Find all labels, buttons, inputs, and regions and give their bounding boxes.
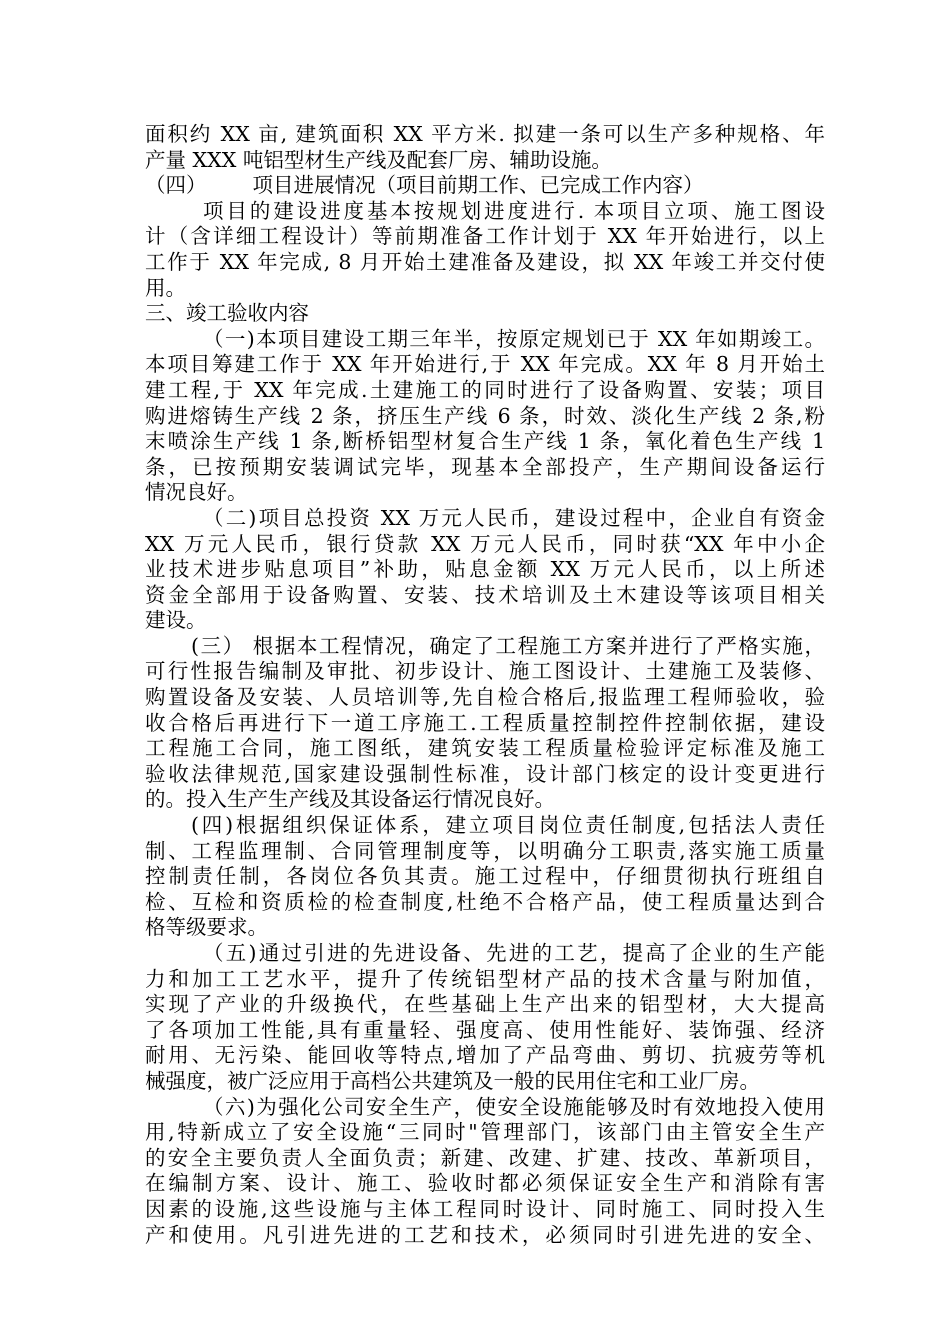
text-line: （五)通过引进的先进设备、先进的工艺，提高了企业的生产能 bbox=[203, 941, 825, 965]
text-line: 因素的设施,这些设施与主体工程同时设计、同时施工、同时投入生 bbox=[145, 1196, 825, 1221]
text-line: 建工程,于 XX 年完成.土建施工的同时进行了设备购置、安装；项目 bbox=[145, 377, 825, 402]
text-line: 资金全部用于设备购置、安装、技术培训及土木建设等该项目相关 bbox=[145, 582, 825, 607]
text-line: 检、互检和资质检的检查制度,杜绝不合格产品，使工程质量达到合 bbox=[145, 889, 825, 914]
text-line: 业技术进步贴息项目”补助，贴息金额 XX 万元人民币，以上所述 bbox=[145, 557, 825, 582]
text-line: 力和加工工艺水平，提升了传统铝型材产品的技术含量与附加值， bbox=[145, 966, 825, 991]
text-line: 用。 bbox=[145, 275, 186, 300]
text-line: 了各项加工性能,具有重量轻、强度高、使用性能好、装饰强、经济 bbox=[145, 1017, 825, 1042]
text-line: 在编制方案、设计、施工、验收时都必须保证安全生产和消除有害 bbox=[145, 1171, 825, 1196]
text-line: 计（含详细工程设计）等前期准备工作计划于 XX 年开始进行，以上 bbox=[145, 224, 825, 249]
text-line: 末喷涂生产线 1 条,断桥铝型材复合生产线 1 条，氧化着色生产线 1 bbox=[145, 429, 825, 454]
text-line: 的。投入生产生产线及其设备运行情况良好。 bbox=[145, 787, 555, 812]
text-line: 制、工程监理制、合同管理制度等，以明确分工职责,落实施工质量 bbox=[145, 838, 825, 863]
text-line: 可行性报告编制及审批、初步设计、施工图设计、土建施工及装修、 bbox=[145, 659, 825, 684]
text-line: 工程施工合同，施工图纸，建筑安装工程质量检验评定标准及施工 bbox=[145, 736, 825, 761]
text-line: （六)为强化公司安全生产，使安全设施能够及时有效地投入使用 bbox=[203, 1094, 825, 1119]
text-line: 条，已按预期安装调试完毕，现基本全部投产，生产期间设备运行 bbox=[145, 454, 825, 479]
text-line: 用,特新成立了安全设施“三同时"管理部门，该部门由主管安全生产 bbox=[145, 1120, 825, 1145]
section-three-heading bbox=[145, 301, 825, 327]
section-four-paragraph bbox=[145, 199, 825, 301]
section-four-heading bbox=[145, 173, 825, 199]
text-line: 产和使用。凡引进先进的工艺和技术，必须同时引进先进的安全、 bbox=[145, 1222, 825, 1247]
paragraph-1 bbox=[145, 327, 825, 506]
paragraph-2 bbox=[145, 506, 825, 634]
text-line: XX 万元人民币，银行贷款 XX 万元人民币，同时获“XX 年中小企 bbox=[145, 531, 825, 556]
text-line: 实现了产业的升级换代，在些基础上生产出来的铝型材，大大提高 bbox=[145, 992, 825, 1017]
text-line: 耐用、无污染、能回收等特点,增加了产品弯曲、剪切、抗疲劳等机 bbox=[145, 1043, 825, 1068]
text-line: （二)项目总投资 XX 万元人民币，建设过程中，企业自有资金 bbox=[203, 505, 825, 530]
paragraph-6 bbox=[145, 1095, 825, 1249]
text-line: 购置设备及安装、人员培训等,先自检合格后,报监理工程师验收，验 bbox=[145, 685, 825, 710]
section-number: （四） bbox=[145, 173, 207, 198]
section-title: 三、竣工验收内容 bbox=[145, 301, 309, 326]
section-title: 项目进展情况（项目前期工作、已完成工作内容） bbox=[252, 173, 704, 198]
text-line: (四)根据组织保证体系，建立项目岗位责任制度,包括法人责任 bbox=[191, 813, 825, 838]
paragraph-3 bbox=[145, 634, 825, 813]
text-line: 工作于 XX 年完成, 8 月开始土建准备及建设，拟 XX 年竣工并交付使 bbox=[145, 249, 825, 274]
paragraph-5 bbox=[145, 941, 825, 1095]
text-line: 面积约 XX 亩, 建筑面积 XX 平方米. 拟建一条可以生产多种规格、年 bbox=[145, 122, 825, 146]
text-line: 情况良好。 bbox=[145, 480, 248, 505]
paragraph-4 bbox=[145, 813, 825, 941]
text-line: 验收法律规范,国家建设强制性标准，设计部门核定的设计变更进行 bbox=[145, 761, 825, 786]
text-line: 购进熔铸生产线 2 条，挤压生产线 6 条，时效、淡化生产线 2 条,粉 bbox=[145, 403, 825, 428]
text-line: 项目的建设进度基本按规划进度进行. 本项目立项、施工图设 bbox=[203, 198, 825, 223]
text-line: 控制责任制，各岗位各负其责。施工过程中，仔细贯彻执行班组自 bbox=[145, 864, 825, 889]
text-line: 建设。 bbox=[145, 608, 207, 633]
document-body bbox=[145, 122, 825, 1248]
intro-paragraph bbox=[145, 122, 825, 173]
text-line: 械强度，被广泛应用于高档公共建筑及一般的民用住宅和工业厂房。 bbox=[145, 1068, 760, 1093]
text-line: 本项目筹建工作于 XX 年开始进行,于 XX 年完成。XX 年 8 月开始土 bbox=[145, 352, 825, 377]
text-line: 的安全主要负责人全面负责；新建、改建、扩建、技改、革新项目， bbox=[145, 1145, 825, 1170]
text-line: 产量 XXX 吨铝型材生产线及配套厂房、辅助设施。 bbox=[145, 147, 612, 172]
text-line: （一)本项目建设工期三年半，按原定规划已于 XX 年如期竣工。 bbox=[203, 326, 825, 351]
text-line: (三） 根据本工程情况，确定了工程施工方案并进行了严格实施， bbox=[191, 633, 825, 658]
text-line: 格等级要求。 bbox=[145, 915, 268, 940]
text-line: 收合格后再进行下一道工序施工.工程质量控制控件控制依据，建设 bbox=[145, 710, 825, 735]
